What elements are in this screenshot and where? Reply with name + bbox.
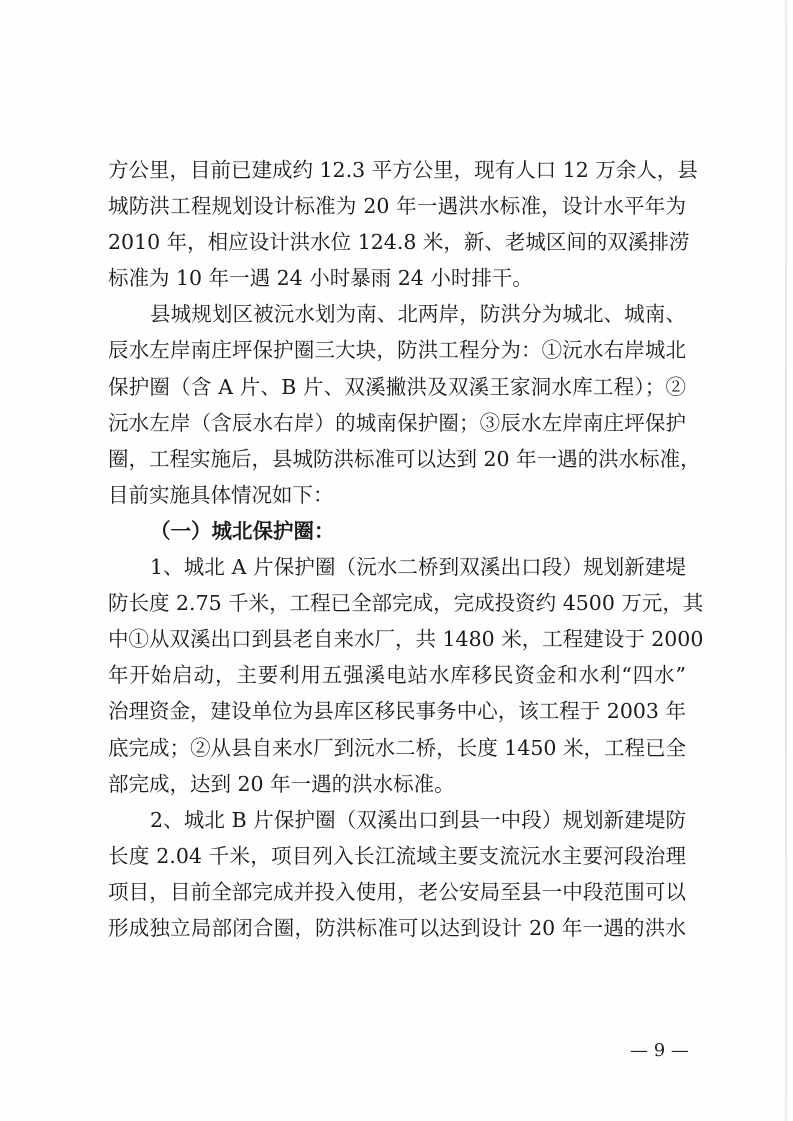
text-line: 辰水左岸南庄坪保护圈三大块，防洪工程分为：①沅水右岸城北 bbox=[108, 338, 686, 363]
text-line: 标准为 10 年一遇 24 小时暴雨 24 小时排干。 bbox=[108, 266, 533, 291]
text-line: 1、城北 A 片保护圈（沅水二桥到双溪出口段）规划新建堤 bbox=[150, 555, 686, 580]
text-line: 治理资金，建设单位为县库区移民事务中心，该工程于 2003 年 bbox=[108, 699, 686, 724]
text-line: 沅水左岸（含辰水右岸）的城南保护圈；③辰水左岸南庄坪保护 bbox=[108, 410, 686, 435]
text-line: 县城规划区被沅水划为南、北两岸，防洪分为城北、城南、 bbox=[150, 302, 686, 327]
text-line: 年开始启动，主要利用五强溪电站水库移民资金和水利“四水” bbox=[108, 663, 686, 688]
section-heading: （一）城北保护圈： bbox=[150, 518, 335, 543]
page-number: — 9 — bbox=[630, 1040, 689, 1061]
text-line: 中①从双溪出口到县老自来水厂，共 1480 米，工程建设于 2000 bbox=[108, 627, 704, 652]
text-line: 形成独立局部闭合圈，防洪标准可以达到设计 20 年一遇的洪水 bbox=[108, 915, 686, 940]
text-line: 保护圈（含 A 片、B 片、双溪撇洪及双溪王家洞水库工程）；② bbox=[108, 374, 686, 399]
text-line: 长度 2.04 千米，项目列入长江流域主要支流沅水主要河段治理 bbox=[108, 843, 686, 868]
text-line: 2、城北 B 片保护圈（双溪出口到县一中段）规划新建堤防 bbox=[150, 807, 686, 832]
text-line: 方公里，目前已建成约 12.3 平方公里，现有人口 12 万余人，县 bbox=[108, 158, 698, 182]
text-line: 城防洪工程规划设计标准为 20 年一遇洪水标准，设计水平年为 bbox=[108, 194, 686, 219]
text-line: 底完成；②从县自来水厂到沅水二桥，长度 1450 米，工程已全 bbox=[108, 735, 686, 760]
text-line: 目前实施具体情况如下： bbox=[108, 482, 334, 507]
text-line: 圈，工程实施后，县城防洪标准可以达到 20 年一遇的洪水标准， bbox=[108, 446, 701, 471]
body-text bbox=[108, 152, 704, 946]
scan-edge bbox=[785, 0, 787, 1121]
text-line: 2010 年，相应设计洪水位 124.8 米，新、老城区间的双溪排涝 bbox=[108, 230, 690, 255]
text-line: 项目，目前全部完成并投入使用，老公安局至县一中段范围可以 bbox=[108, 879, 686, 904]
text-line: 防长度 2.75 千米，工程已全部完成，完成投资约 4500 万元，其 bbox=[108, 591, 704, 616]
text-line: 部完成，达到 20 年一遇的洪水标准。 bbox=[108, 771, 455, 796]
